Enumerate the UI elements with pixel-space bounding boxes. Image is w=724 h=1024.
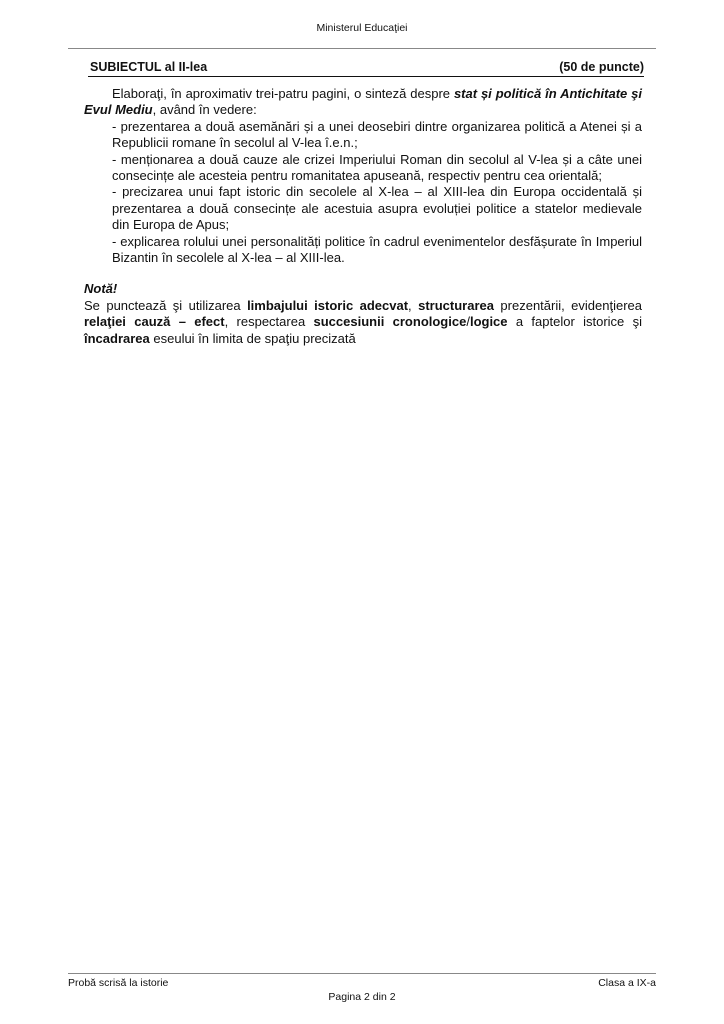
subject-points: (50 de puncte) — [559, 60, 644, 74]
requirement-item: - menționarea a două cauze ale crizei Imperiului Roman din secolul al V-lea și a câte unei consecințe ale acesteia pentru romanitatea apuseană, respectiv pentru cea orientală; — [112, 151, 642, 184]
page-header: Ministerul Educaţiei — [316, 22, 408, 34]
note-bold: succesiunii cronologice — [313, 314, 467, 330]
footer-class: Clasa a IX-a — [598, 977, 656, 989]
page-number: Pagina 2 din 2 — [328, 991, 396, 1003]
subject-title: SUBIECTUL al II-lea — [90, 60, 208, 74]
task-requirements — [84, 119, 642, 267]
footer-rule — [68, 973, 656, 974]
note-bold: structurarea — [418, 297, 494, 313]
header-rule — [68, 48, 656, 49]
task-content — [84, 86, 642, 347]
note-text: , respectarea — [224, 314, 314, 330]
note-title: Notă! — [84, 281, 118, 297]
footer-exam-name: Probă scrisă la istorie — [68, 977, 169, 989]
note-text: / — [466, 314, 470, 330]
intro-text-end: , având în vedere: — [152, 102, 257, 118]
note-body — [84, 298, 642, 347]
task-intro — [84, 86, 642, 119]
requirement-item: - explicarea rolului unei personalități politice în cadrul evenimentelor desfășurate în Imperiul Bizantin în secolele al X-lea – al XIII-lea. — [112, 233, 642, 266]
note-text: eseului în limita de spaţiu precizată — [149, 330, 356, 346]
note-bold: limbajului istoric adecvat — [247, 297, 409, 313]
requirement-item: - precizarea unui fapt istoric din secolele al X-lea – al XIII-lea din Europa occidentală și prezentarea a două consecințe ale acestuia asupra evoluției politice a statelor medievale din Europa de Apus; — [112, 184, 642, 233]
note-bold: logice — [469, 314, 508, 330]
intro-topic: stat și politică în Antichitate şi Evul Mediu — [84, 86, 642, 118]
note-bold: relaţiei cauză – efect — [84, 314, 225, 330]
note-text: Se punctează şi utilizarea — [84, 297, 248, 313]
note-bold: încadrarea — [84, 330, 150, 346]
note-text: a faptelor istorice şi — [507, 314, 642, 330]
note-text: prezentării, evidenţierea — [493, 297, 642, 313]
note-text: , — [408, 297, 419, 313]
subject-heading — [88, 60, 644, 77]
requirement-item: - prezentarea a două asemănări și a unei deosebiri dintre organizarea politică a Atenei și a Republicii romane în secolul al V-lea î.e.n.; — [112, 118, 642, 151]
intro-text: Elaboraţi, în aproximativ trei-patru pagini, o sinteză despre — [112, 86, 454, 101]
